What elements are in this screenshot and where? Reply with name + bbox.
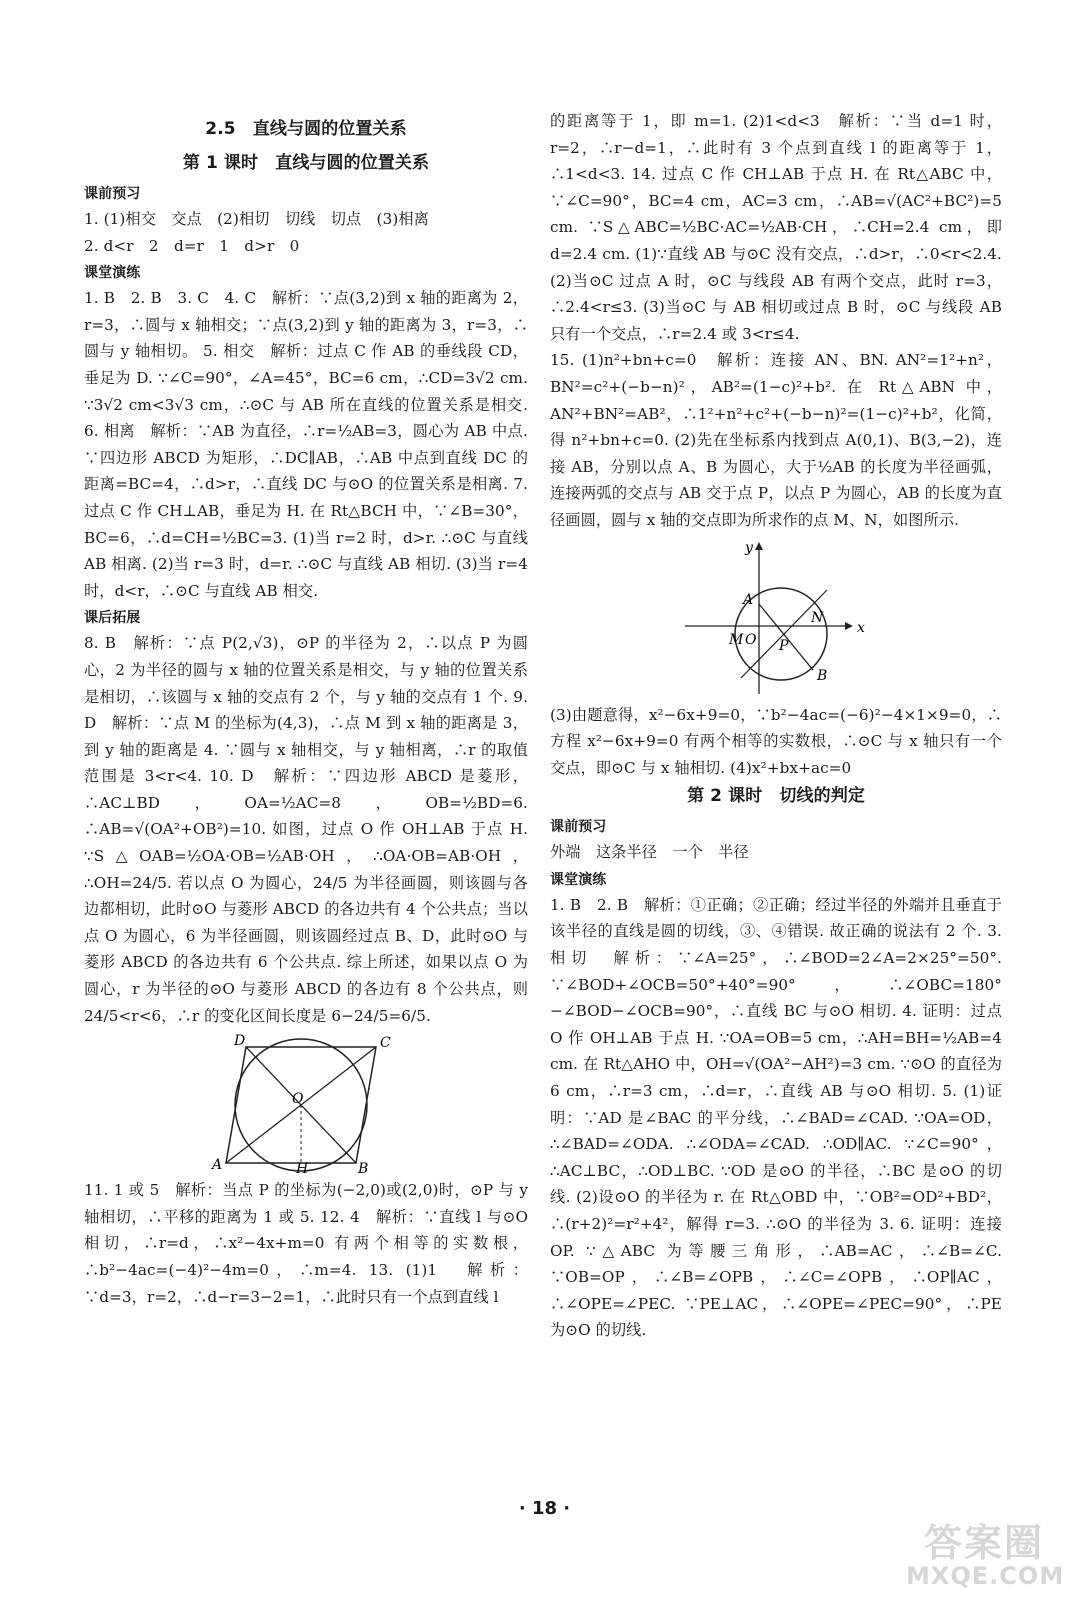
lesson2-preview-line: 外端 这条半径 一个 半径 (550, 843, 749, 862)
lesson1-answers-11-13: 11. 1 或 5 解析：当点 P 的坐标为(−2,0)或(2,0)时，⊙P 与 y 轴相切，∴平移的距离为 1 或 5. 12. 4 解析：∵直线 l 与⊙O 相切，∴r=d，∴x²−4x+m=0 有两个相等的实数根，∴b²−4ac=(−4)²−4m=0，∴m=4. 13. (1)1 解析：∵d=3，r=2，∴d−r=3−2=1，∴此时只有一个点到直线 l (84, 1181, 528, 1306)
section-title: 2.5 直线与圆的位置关系 (205, 119, 407, 139)
lesson2-practice-answers: 1. B 2. B 解析：①正确；②正确；经过半径的外端并且垂直于该半径的直线是圆的切线，③、④错误. 故正确的说法有 2 个. 3. 相切 解析：∵∠A=25°，∴∠BOD=2∠A=2×25°=50°. ∵∠BOD+∠OCB=50°+40°=90°，∴∠OBC=180°−∠BOD−∠OCB=90°，∴直线 BC 与⊙O 相切. 4. 证明：过点 O 作 OH⊥AB 于点 H. ∵OA=OB=5 cm，∴AH=BH=½AB=4 cm. 在 Rt△AHO 中，OH=√(OA²−AH²)=3 cm. ∵⊙O 的直径为 6 cm，∴r=3 cm，∴d=r，∴直线 AB 与⊙O 相切. 5. (1)证明：∵AD 是∠BAC 的平分线，∴∠BAD=∠CAD. ∵OA=OD，∴∠BAD=∠ODA. ∴∠ODA=∠CAD. ∴OD∥AC. ∵∠C=90°，∴AC⊥BC，∴OD⊥BC. ∵OD 是⊙O 的半径，∴BC 是⊙O 的切线. (2)设⊙O 的半径为 r. 在 Rt△OBD 中，∵OB²=OD²+BD²，∴(r+2)²=r²+4²，解得 r=3. ∴⊙O 的半径为 3. 6. 证明：连接 OP. ∵△ABC 为等腰三角形，∴AB=AC，∴∠B=∠C. ∵OB=OP，∴∠B=∠OPB，∴∠C=∠OPB，∴OP∥AC，∴∠OPE=∠PEC. ∵PE⊥AC，∴∠OPE=∠PEC=90°，∴PE 为⊙O 的切线. (550, 895, 1002, 1340)
rhombus-circle-figure (206, 1033, 406, 1173)
x-axis-arrow (845, 622, 853, 630)
lesson2-preview-heading: 课前预习 (550, 819, 607, 836)
lesson1-practice-answers: 1. B 2. B 3. C 4. C 解析：∵点(3,2)到 x 轴的距离为 2，r=3，∴圆与 x 轴相交；∵点(3,2)到 y 轴的距离为 3，r=3，∴圆与 y 轴相切。 5. 相交 解析：过点 C 作 AB 的垂线段 CD，垂足为 D. ∵∠C=90°，∠A=45°，BC=6 cm，∴CD=3√2 cm. ∵3√2 cm<3√3 cm，∴⊙C 与 AB 所在直线的位置关系是相交. 6. 相离 解析：∵AB 为直径，∴r=½AB=3，圆心为 AB 中点. ∵四边形 ABCD 为矩形，∴DC∥AB，∴AB 中点到直线 DC 的距离=BC=4，∴d>r，∴直线 DC 与⊙O 的位置关系是相离. 7. 过点 C 作 CH⊥AB，垂足为 H. 在 Rt△BCH 中，∵∠B=30°，BC=6，∴d=CH=½BC=3. (1)当 r=2 时，d>r. ∴⊙C 与直线 AB 相离. (2)当 r=3 时，d=r. ∴⊙C 与直线 AB 相切. (3)当 r=4 时，d<r，∴⊙C 与直线 AB 相交. (84, 289, 528, 600)
lesson1-answer-15-part3: (3)由题意得，x²−6x+9=0，∵b²−4ac=(−6)²−4×1×9=0，∴方程 x²−6x+9=0 有两个相等的实数根，∴⊙C 与 x 轴只有一个交点，即⊙C 与 x 轴相切. (4)x²+bx+ac=0 (550, 705, 1002, 777)
lesson1-extension-heading: 课后拓展 (84, 610, 141, 627)
lesson2-practice-heading: 课堂演练 (550, 871, 607, 888)
label-y: y (745, 539, 754, 556)
watermark-cn: 答案圈 (924, 1521, 1045, 1565)
label-o: O (292, 1091, 304, 1108)
label-a-point: A (743, 591, 754, 608)
lesson1-preview-line-1: 1. (1)相交 交点 (2)相切 切线 切点 (3)相离 (84, 210, 429, 228)
label-b: B (358, 1161, 369, 1174)
label-o-origin: O (745, 631, 757, 648)
lesson1-preview-line-2: 2. d<r 2 d=r 1 d>r 0 (84, 236, 300, 255)
label-p: P (779, 637, 789, 654)
lesson2-title: 第 2 课时 切线的判定 (687, 786, 865, 807)
label-x: x (857, 619, 865, 636)
y-axis-arrow (755, 542, 763, 550)
label-n: N (811, 609, 824, 626)
lesson1-extension-answers: 8. B 解析：∵点 P(2,√3)，⊙P 的半径为 2，∴以点 P 为圆心，2 为半径的圆与 x 轴的位置关系是相交，与 y 轴的位置关系是相切，∴该圆与 x 轴的交点有 2 个，与 y 轴的交点有 1 个. 9. D 解析：∵点 M 的坐标为(4,3)，∴点 M 到 x 轴的距离是 3，到 y 轴的距离是 4. ∵圆与 x 轴相交，与 y 轴相离，∴r 的取值范围是 3<r<4. 10. D 解析：∵四边形 ABCD 是菱形，∴AC⊥BD，OA=½AC=8，OB=½BD=6. ∴AB=√(OA²+OB²)=10. 如图，过点 O 作 OH⊥AB 于点 H. ∵S△OAB=½OA·OB=½AB·OH，∴OA·OB=AB·OH，∴OH=24/5. 若以点 O 为圆心，24/5 为半径画圆，则该圆与各边都相切，此时⊙O 与菱形 ABCD 的各边共有 4 个公共点；当以点 O 为圆心，6 为半径画圆，则该圆经过点 B、D，此时⊙O 与菱形 ABCD 的各边共有 6 个公共点. 综上所述，如果以点 O 为圆心，r 为半径的⊙O 与菱形 ABCD 的各边有 8 个公共点，则 24/5<r<6，∴r 的变化区间长度是 6−24/5=6/5. (84, 634, 528, 1025)
lesson1-answer-15: 15. (1)n²+bn+c=0 解析：连接 AN、BN. AN²=1²+n²，BN²=c²+(−b−n)²，AB²=(1−c)²+b². 在 Rt△ABN 中，AN²+BN²=AB²，∴1²+n²+c²+(−b−n)²=(1−c)²+b²，化简，得 n²+bn+c=0. (2)先在坐标系内找到点 A(0,1)、B(3,−2)，连接 AB，分别以点 A、B 为圆心，大于½AB 的长度为半径画弧，连接两弧的交点与 AB 交于点 P，以点 P 为圆心，AB 的长度为直径画圆，圆与 x 轴的交点即为所求作的点 M、N，如图所示. (550, 351, 1002, 529)
label-h: H (296, 1161, 309, 1174)
coordinate-circle-figure (681, 538, 871, 698)
segment-ab (759, 604, 813, 670)
right-column (550, 108, 1002, 1344)
lesson1-answers-13-14: 的距离等于 1，即 m=1. (2)1<d<3 解析：∵当 d=1 时，r=2，∴r−d=1，∴此时有 3 个点到直线 l 的距离等于 1，∴1<d<3. 14. 过点 C 作 CH⊥AB 于点 H. 在 Rt△ABC 中，∵∠C=90°，BC=4 cm，AC=3 cm，∴AB=√(AC²+BC²)=5 cm. ∵S△ABC=½BC·AC=½AB·CH，∴CH=2.4 cm，即 d=2.4 cm. (1)∵直线 AB 与⊙C 没有交点，∴d>r，∴0<r<2.4. (2)当⊙C 过点 A 时，⊙C 与线段 AB 有两个交点，此时 r=3，∴2.4<r≤3. (3)当⊙C 与 AB 相切或过点 B 时，⊙C 与线段 AB 只有一个交点，∴r=2.4 或 3<r≤4. (550, 112, 1002, 343)
label-m: M (729, 631, 744, 648)
watermark (880, 1510, 1080, 1594)
lesson1-title: 第 1 课时 直线与圆的位置关系 (182, 153, 430, 173)
label-d: D (234, 1033, 246, 1050)
page-number: · 18 · (518, 1498, 571, 1519)
lesson1-preview-heading: 课前预习 (84, 186, 141, 202)
label-a: A (212, 1157, 223, 1174)
watermark-en: MXQE.COM (906, 1562, 1065, 1590)
label-c: C (380, 1035, 391, 1052)
lesson1-practice-heading: 课堂演练 (84, 265, 141, 282)
label-b-point: B (817, 667, 828, 684)
left-column (84, 108, 528, 1310)
